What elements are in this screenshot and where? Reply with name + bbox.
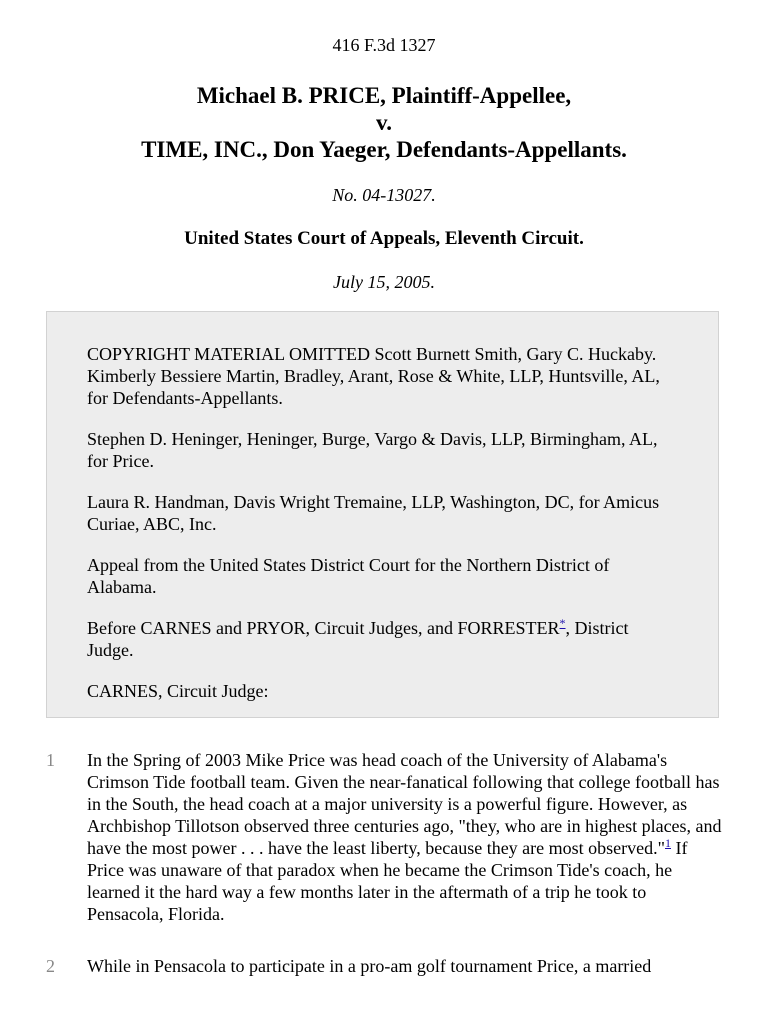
appeal-origin: Appeal from the United States District Court for the Northern District of Alabama. [87, 555, 610, 597]
court-name: United States Court of Appeals, Eleventh Circuit. [184, 228, 584, 249]
panel-text: Before CARNES and PRYOR, Circuit Judges, and FORRESTER [87, 618, 560, 638]
counsel-plaintiff: Stephen D. Heninger, Heninger, Burge, Vargo & Davis, LLP, Birmingham, AL, for Price. [87, 429, 658, 471]
case-citation: 416 F.3d 1327 [332, 35, 436, 55]
case-caption [0, 82, 768, 163]
paragraph-text: While in Pensacola to participate in a pro-am golf tournament Price, a married [87, 956, 652, 976]
counsel-amicus: Laura R. Handman, Davis Wright Tremaine, LLP, Washington, DC, for Amicus Curiae, ABC, Inc. [87, 492, 660, 534]
appellee-party: Michael B. PRICE, Plaintiff-Appellee, [196, 83, 572, 108]
paragraph-text-end: If Price was unaware of that paradox when he became the Crimson Tide's coach, he learned it the hard way a few months later in the aftermath of a trip he took to Pensacola, Florida. [87, 838, 688, 924]
footnote-1-link[interactable]: 1 [665, 836, 671, 850]
decision-date: July 15, 2005. [333, 272, 435, 292]
counsel-defendants: COPYRIGHT MATERIAL OMITTED Scott Burnett Smith, Gary C. Huckaby. Kimberly Bessiere Martin, Bradley, Arant, Rose & White, LLP, Huntsville, AL, for Defendants-Appellants. [87, 344, 660, 408]
panel-text-end: , District Judge. [87, 618, 629, 660]
versus-label: v. [376, 110, 392, 135]
docket-number: No. 04-13027. [332, 185, 436, 205]
paragraph-text-start: In the Spring of 2003 Mike Price was head coach of the University of Alabama's Crimson Tide football team. Given the near-fanatical following that college football has in the South, the head coach at a major university is a powerful figure. However, as Archbishop Tillotson observed three centuries ago, "they, who are in highest places, and have the most power . . . have the least liberty, because they are most observed." [87, 750, 722, 858]
paragraph-text [87, 749, 727, 925]
opinion-author: CARNES, Circuit Judge: [87, 681, 269, 701]
panel-judges [87, 617, 678, 661]
paragraph-number: 1 [46, 750, 55, 770]
paragraph-number: 2 [46, 956, 55, 976]
footnote-star-link[interactable]: * [559, 616, 566, 630]
counsel-block [46, 311, 719, 718]
appellants-party: TIME, INC., Don Yaeger, Defendants-Appellants. [141, 137, 627, 162]
